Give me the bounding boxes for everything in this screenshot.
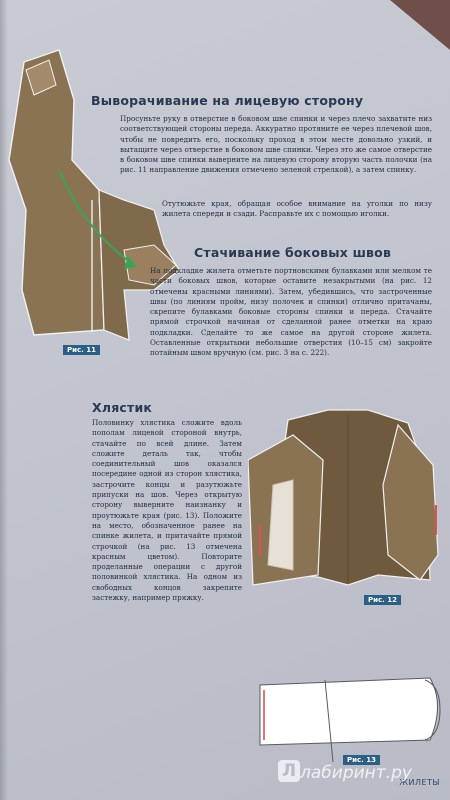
section-title-turning: Выворачивание на лицевую сторону <box>91 93 364 108</box>
figure-12-label: Рис. 12 <box>364 595 401 605</box>
belt-strip <box>260 678 438 745</box>
background-corner <box>390 0 450 50</box>
page-footer-section: ЖИЛЕТЫ <box>399 778 440 787</box>
section-text-ironing: Отутюжьте края, обращая особое внимание на уголки по низу жилета спереди и сзади. Расправьте их с помощью иголки. <box>162 199 432 219</box>
section-text-side-seams: На подкладке жилета отметьте портновскими булавками или мелком те части боковых швов, которые оставите незакрытыми (на рис. 12 отмечены красными линиями). Затем, убедившись, что застроченные швы (по линиям пройм, низу полочек и спинки) отлично притачаны, скрепите булавками боковые стороны спинки и переда. Стачайте прямой строчкой начиная от сделанной ранее отметки на краю подкладки. Сделайте то же самое на другой стороне жилета. Оставленные открытыми небольшие отверстия (10–15 см) закройте потайным швом вручную (см. рис. 3 на с. 222). <box>150 266 432 358</box>
section-title-half-belt: Хлястик <box>92 400 153 415</box>
figure-13-label: Рис. 13 <box>343 755 380 765</box>
section-text-turning: Просуньте руку в отверстие в боковом шве спинки и через плечо захватите низ соответствующей стороны переда. Аккуратно протяните ее через плечевой шов, чтобы не повредить его, поскольку проход в этом месте довольно узкий, и вытащите через отверстие в боковом шве спинки. Через это же самое отверстие в боковом шве спинки выверните на лицевую сторону вторую часть полочки (на рис. 11 направление движения отмечено зеленой стрелкой), а затем спинку. <box>120 114 432 175</box>
section-title-side-seams: Стачивание боковых швов <box>194 245 392 260</box>
vest-front-panel <box>9 50 104 335</box>
watermark-text: лабиринт.ру <box>300 763 412 783</box>
figure-12-illustration <box>248 405 443 605</box>
figure-13-illustration <box>255 650 450 765</box>
watermark-logo: Л <box>278 760 300 782</box>
section-text-half-belt: Половинку хлястика сложите вдоль пополам лицевой стороной внутрь, стачайте по всей длине. Затем сложите деталь так, чтобы соединительный шов оказался посередине одной из сторон хлястика, застрочите концы и разутюжьте припуски на шов. Через открытую сторону выверните наизнанку и проутюжьте края (рис. 13). Положите на место, обозначенное ранее на спинке жилета, и притачайте прямой строчкой (на рис. 13 отмечена красным цветом). Повторите проделанные операции с другой половинкой хлястика. На одном из свободных концов закрепите застежку, например пряжку. <box>92 418 242 603</box>
figure-11-label: Рис. 11 <box>63 345 100 355</box>
